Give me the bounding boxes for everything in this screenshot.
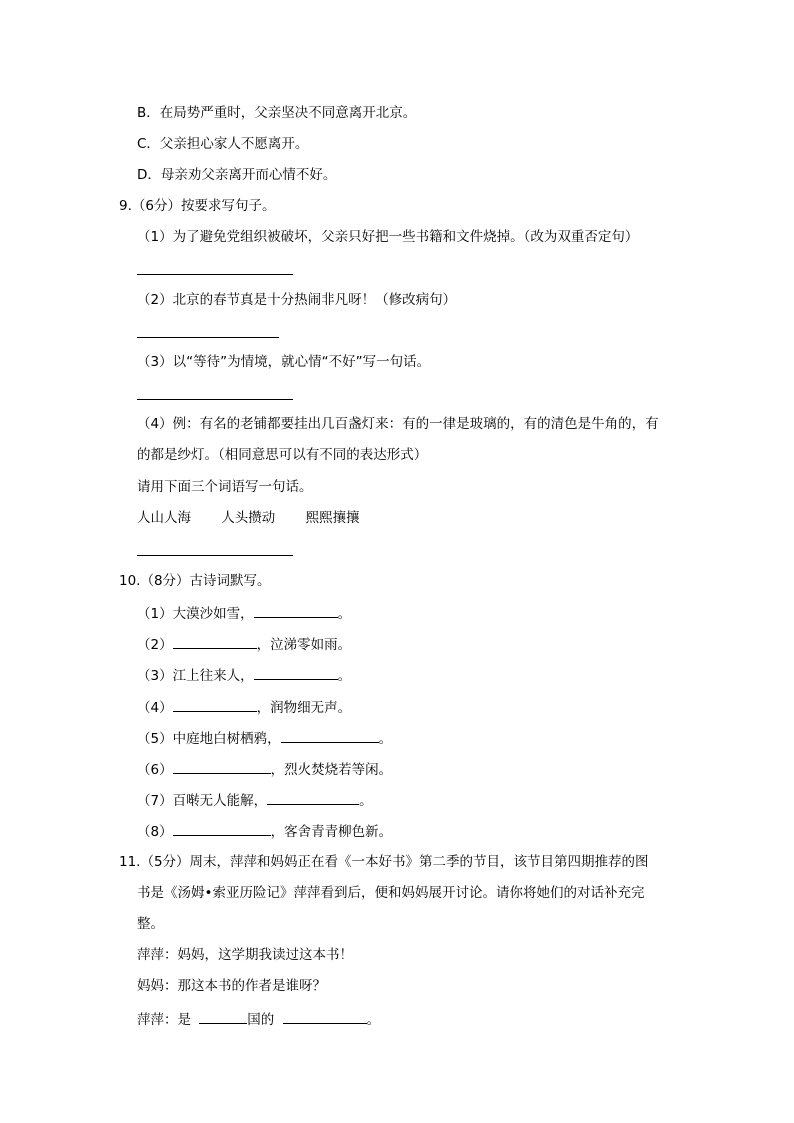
q8-option-d: D．母亲劝父亲离开而心情不好。 bbox=[137, 167, 337, 183]
q10-poem-2 bbox=[137, 634, 351, 654]
q10-poem-3 bbox=[137, 665, 351, 685]
q10-poem-5 bbox=[137, 728, 392, 748]
q11-dialogue-1: 萍萍：妈妈，这学期我读过这本书！ bbox=[137, 947, 353, 963]
q9-answer-line-3[interactable] bbox=[137, 399, 293, 400]
fill-blank[interactable] bbox=[281, 728, 379, 743]
q9-sentence-1: （1）为了避免党组织被破坏，父亲只好把一些书籍和文件烧掉。（改为双重否定句） bbox=[137, 229, 639, 245]
poem-text: 。 bbox=[378, 731, 393, 747]
q9-word-list bbox=[137, 509, 386, 527]
poem-text: （6） bbox=[137, 762, 173, 778]
poem-text: （4） bbox=[137, 700, 173, 716]
dialogue-text: 萍萍：是 bbox=[137, 1012, 191, 1028]
q9-instruction: 请用下面三个词语写一句话。 bbox=[137, 479, 313, 495]
poem-text: （8） bbox=[137, 824, 173, 840]
q11-line-2: 书是《汤姆•索亚历险记》萍萍看到后，便和妈妈展开讨论。请你将她们的对话补充完 bbox=[137, 885, 645, 901]
dialogue-text: 国的 bbox=[247, 1012, 275, 1028]
poem-text: 。 bbox=[337, 606, 352, 622]
q11-line-3: 整。 bbox=[137, 916, 164, 932]
dialogue-text: 。 bbox=[366, 1012, 381, 1028]
fill-blank-author[interactable] bbox=[283, 1009, 367, 1024]
q9-title: 9.（6分）按要求写句子。 bbox=[119, 198, 276, 214]
q8-option-c: C．父亲担心家人不愿离开。 bbox=[137, 136, 309, 152]
q10-title: 10.（8分）古诗词默写。 bbox=[119, 573, 271, 589]
q9-word: 人头攒动 bbox=[221, 510, 276, 526]
q9-answer-line-1[interactable] bbox=[137, 274, 293, 275]
poem-text: （5）中庭地白树栖鸦， bbox=[137, 731, 281, 747]
poem-text: ，客舍青青柳色新。 bbox=[270, 824, 393, 840]
poem-text: （3）江上往来人， bbox=[137, 668, 254, 684]
fill-blank[interactable] bbox=[173, 759, 271, 774]
q9-answer-line-4[interactable] bbox=[137, 555, 293, 556]
fill-blank-country[interactable] bbox=[199, 1009, 247, 1024]
poem-text: 。 bbox=[359, 793, 373, 809]
fill-blank[interactable] bbox=[254, 665, 338, 680]
fill-blank[interactable] bbox=[254, 603, 338, 618]
poem-text: ，烈火焚烧若等闲。 bbox=[270, 762, 393, 778]
q11-dialogue-3 bbox=[137, 1009, 380, 1029]
q9-sentence-2: （2）北京的春节真是十分热闹非凡呀！（修改病句） bbox=[137, 292, 457, 308]
q9-word: 熙熙攘攘 bbox=[305, 510, 360, 526]
fill-blank[interactable] bbox=[173, 697, 257, 712]
q11-dialogue-2: 妈妈：那这本书的作者是谁呀？ bbox=[137, 978, 326, 994]
poem-text: （2） bbox=[137, 637, 173, 653]
q10-poem-1 bbox=[137, 603, 351, 623]
poem-text: 。 bbox=[337, 668, 352, 684]
q9-word: 人山人海 bbox=[137, 510, 191, 526]
poem-text: （7）百啭无人能解， bbox=[137, 793, 268, 809]
poem-text: ，润物细无声。 bbox=[256, 700, 352, 716]
q10-poem-7 bbox=[137, 790, 373, 810]
poem-text: ，泣涕零如雨。 bbox=[256, 637, 352, 653]
q11-line-1: 11.（5分）周末，萍萍和妈妈正在看《一本好书》第二季的节目，该节目第四期推荐的图 bbox=[119, 854, 649, 870]
poem-text: （1）大漠沙如雪， bbox=[137, 606, 254, 622]
q9-sentence-3: （3）以“等待”为情境，就心情“不好”写一句话。 bbox=[137, 354, 431, 370]
q10-poem-4 bbox=[137, 697, 351, 717]
q9-sentence-4-line-1: （4）例：有名的老铺都要挂出几百盏灯来：有的一律是玻璃的，有的清色是牛角的，有 bbox=[137, 416, 659, 432]
q9-sentence-4-line-2: 的都是纱灯。（相同意思可以有不同的表达形式） bbox=[137, 447, 428, 463]
q10-poem-6 bbox=[137, 759, 392, 779]
q10-poem-8 bbox=[137, 821, 392, 841]
fill-blank[interactable] bbox=[173, 634, 257, 649]
fill-blank[interactable] bbox=[173, 821, 271, 836]
q8-option-b: B．在局势严重时，父亲坚决不同意离开北京。 bbox=[137, 105, 417, 121]
fill-blank[interactable] bbox=[267, 790, 359, 805]
q9-answer-line-2[interactable] bbox=[137, 337, 279, 338]
